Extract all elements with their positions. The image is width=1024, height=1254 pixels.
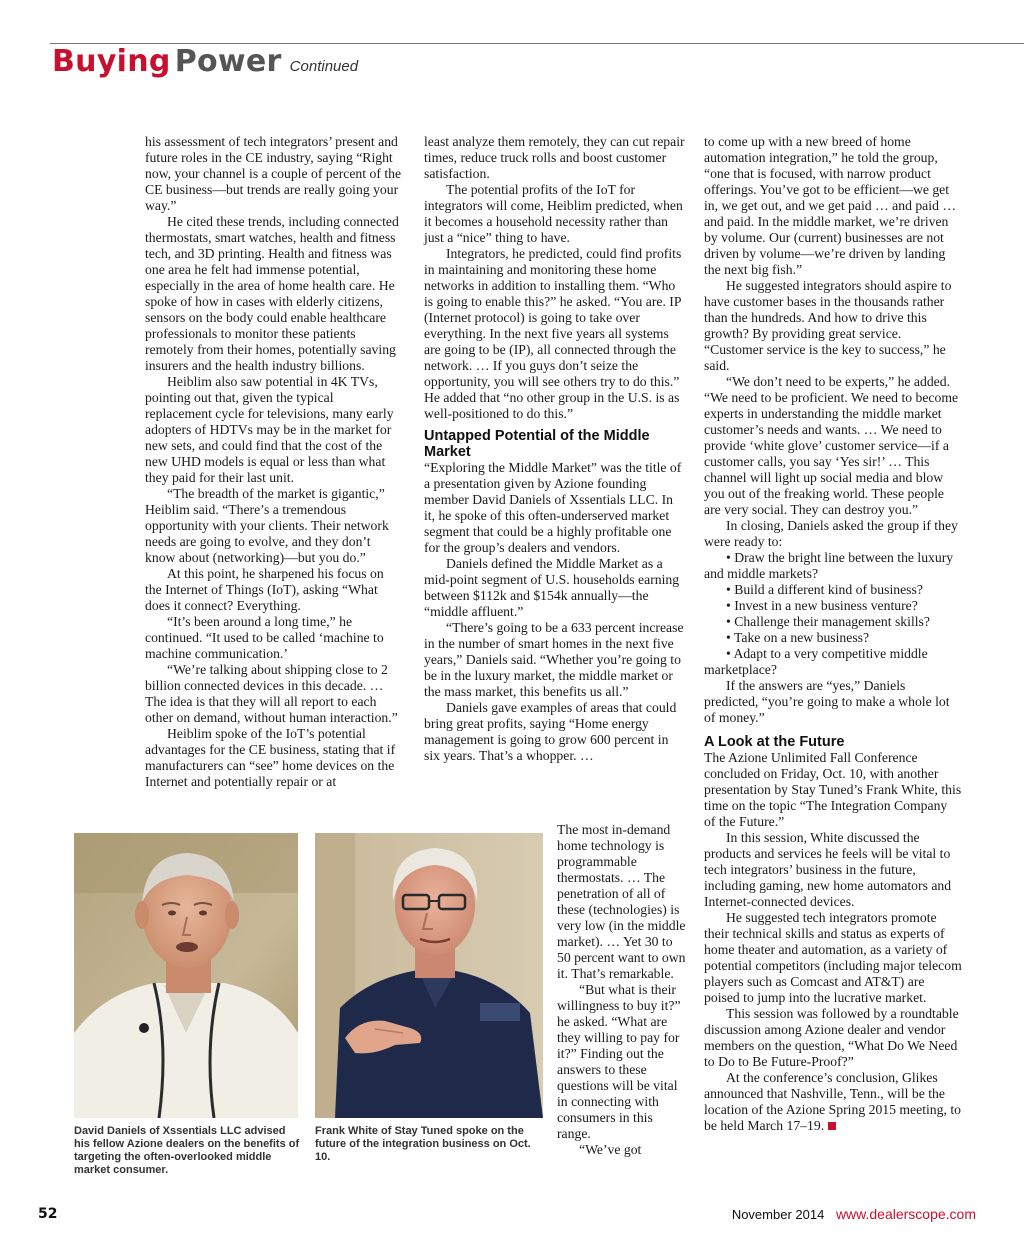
header-title-part2: Power [174,44,282,79]
photo-caption-right: Frank White of Stay Tuned spoke on the future of the integration business on Oct. 10. [315,1125,531,1163]
paragraph: “There’s going to be a 633 percent increase in the number of smart homes in the next five years,” Daniels said. “Whether you’re going to be in the luxury market, the middle market or the mass market, this benefits us all.” [424,620,684,699]
paragraph: Daniels defined the Middle Market as a mid-point segment of U.S. households earning between $112k and $154k annually—the “middle affluent.” [424,556,680,619]
paragraph: “It’s been around a long time,” he continued. “It used to be called ‘machine to machine communication.’ [145,614,384,661]
page-footer [732,1206,976,1222]
page-header [52,44,358,79]
photo-frank-white [315,833,543,1118]
bullet-item: • Draw the bright line between the luxury and middle markets? [704,550,954,581]
bullet-item: • Take on a new business? [726,630,870,645]
page-number: 52 [38,1206,58,1222]
paragraph: In closing, Daniels asked the group if they were ready to: [704,518,958,549]
paragraph: “We’re talking about shipping close to 2 billion connected devices in this decade. … The idea is that they will all report to each other on demand, without human interaction.” [145,662,398,725]
footer-url-link[interactable]: www.dealerscope.com [835,1206,976,1222]
header-title-part1: Buying [52,44,171,79]
paragraph: This session was followed by a roundtable discussion among Azione dealer and vendor members on the question, “What Do We Need to Do to Be Future-Proof?” [704,1006,959,1069]
section-heading-future: A Look at the Future [704,734,845,750]
paragraph: He suggested tech integrators promote their technical skills and status as experts of home theater and automation, as a variety of potential competitors (including major telecom players such as Comcast and AT&T) are poised to jump into the lucrative market. [704,910,962,1005]
issue-date: November 2014 [731,1207,825,1222]
bullet-item: • Adapt to a very competitive middle marketplace? [704,646,928,677]
paragraph: He suggested integrators should aspire to have customer bases in the thousands rather than the hundreds. And how to drive this growth? By providing great service. “Customer service is the key to success,” he said. [704,278,952,373]
section-heading-middle-market: Untapped Potential of the Middle Market [424,428,650,460]
paragraph: At the conference’s conclusion, Glikes announced that Nashville, Tenn., will be the location of the Azione Spring 2015 meeting, to be held March 17–19. [704,1070,961,1133]
photo-david-daniels [74,833,298,1118]
paragraph: “We don’t need to be experts,” he added. “We need to be proficient. We need to become experts in understanding the middle market customer’s needs and wants. … We need to provide ‘white glove’ customer service—if a customer calls, you say ‘Yes sir!’ … This channel will light up social media and blow you out of the freaking world. These people are very social. They can destroy you.” [704,374,959,517]
paragraph: The most in-demand home technology is programmable thermostats. … The penetration of all of these (technologies) is very low (in the middle market). … Yet 30 to 50 percent want to own it. That’s remarkable. [557,822,686,981]
column-1 [145,134,403,790]
paragraph: If the answers are “yes,” Daniels predicted, “you’re going to make a whole lot of money.” [704,678,950,725]
paragraph: The Azione Unlimited Fall Conference concluded on Friday, Oct. 10, with another presentation by Stay Tuned’s Frank White, this time on the topic “The Integration Company of the Future.” [704,750,962,829]
paragraph: “We’ve got [579,1142,642,1157]
paragraph: Integrators, he predicted, could find profits in maintaining and monitoring these home networks in addition to installing them. “Who is going to enable this?” he asked. “You are. IP (Internet protocol) is going to take over everything. In the next five years all systems are going to be (IP), all connected through the network. … If you guys don’t seize the opportunity, you will see others try to do this.” He added that “no other group in the U.S. is as well-positioned to do this.” [424,246,682,421]
column-2 [424,134,686,764]
paragraph: to come up with a new breed of home automation integration,” he told the group, “one that is focused, with narrow product offerings. You’ve got to be efficient—we get in, we get out, and we get paid … and paid … and paid. In the middle market, we’re driven by volume. Our (current) businesses are not driven by volume—we’re driven by landing the next big fish.” [704,134,957,277]
paragraph: In this session, White discussed the products and services he feels will be vital to tech integrators’ business in the future, including gaming, new home automators and Internet-connected devices. [704,830,952,909]
end-of-article-mark [828,1122,836,1130]
paragraph: least analyze them remotely, they can cut repair times, reduce truck rolls and boost customer satisfaction. [424,134,685,181]
paragraph: The potential profits of the IoT for integrators will come, Heiblim predicted, when it becomes a household necessity rather than just a “nice” thing to have. [424,182,683,245]
paragraph: his assessment of tech integrators’ present and future roles in the CE industry, saying “Right now, your channel is a couple of percent of the CE business—but trends are really going your way.” [145,134,402,213]
paragraph: Daniels gave examples of areas that could bring great profits, saying “Home energy management is going to grow 600 percent in six years. That’s a whopper. … [424,700,677,763]
paragraph: At this point, he sharpened his focus on the Internet of Things (IoT), asking “What does it connect? Everything. [145,566,384,613]
column-2-narrow [557,822,686,1158]
photo-caption-left: David Daniels of Xssentials LLC advised his fellow Azione dealers on the benefits of targeting the often-overlooked middle market consumer. [74,1125,300,1176]
bullet-item: • Invest in a new business venture? [726,598,918,613]
header-subtitle: Continued [289,58,359,75]
paragraph: “But what is their willingness to buy it?” he asked. “What are they willing to pay for it?” Finding out the answers to these questions will be vital in connecting with consumers in this range. [557,982,681,1141]
bullet-item: • Challenge their management skills? [726,614,930,629]
paragraph: Heiblim also saw potential in 4K TVs, pointing out that, given the typical replacement cycle for televisions, many early adopters of HDTVs may be in the market for new sets, and could find that the cost of the new UHD models is equal or less than what they paid for their last unit. [145,374,394,485]
paragraph: “The breadth of the market is gigantic,” Heiblim said. “There’s a tremendous opportunity with your clients. Their network needs are going to evolve, and they don’t know about (networking)—but you do.” [145,486,389,565]
paragraph: He cited these trends, including connected thermostats, smart watches, health and fitness tech, and 3D printing. Health and fitness was one area he felt had immense potential, especially in the area of home health care. He spoke of how in cases with elderly citizens, sensors on the body could enable healthcare professionals to monitor these patients remotely from their homes, potentially saving insurers and the health industry billions. [145,214,399,373]
paragraph: “Exploring the Middle Market” was the title of a presentation given by Azione founding member David Daniels of Xssentials LLC. In it, he spoke of this often-underserved market segment that could be a highly profitable one for the group’s dealers and vendors. [424,460,682,555]
column-3 [704,134,962,1134]
paragraph: Heiblim spoke of the IoT’s potential advantages for the CE business, stating that if manufacturers can “see” home devices on the Internet and potentially repair or at [145,726,396,789]
bullet-item: • Build a different kind of business? [726,582,923,597]
